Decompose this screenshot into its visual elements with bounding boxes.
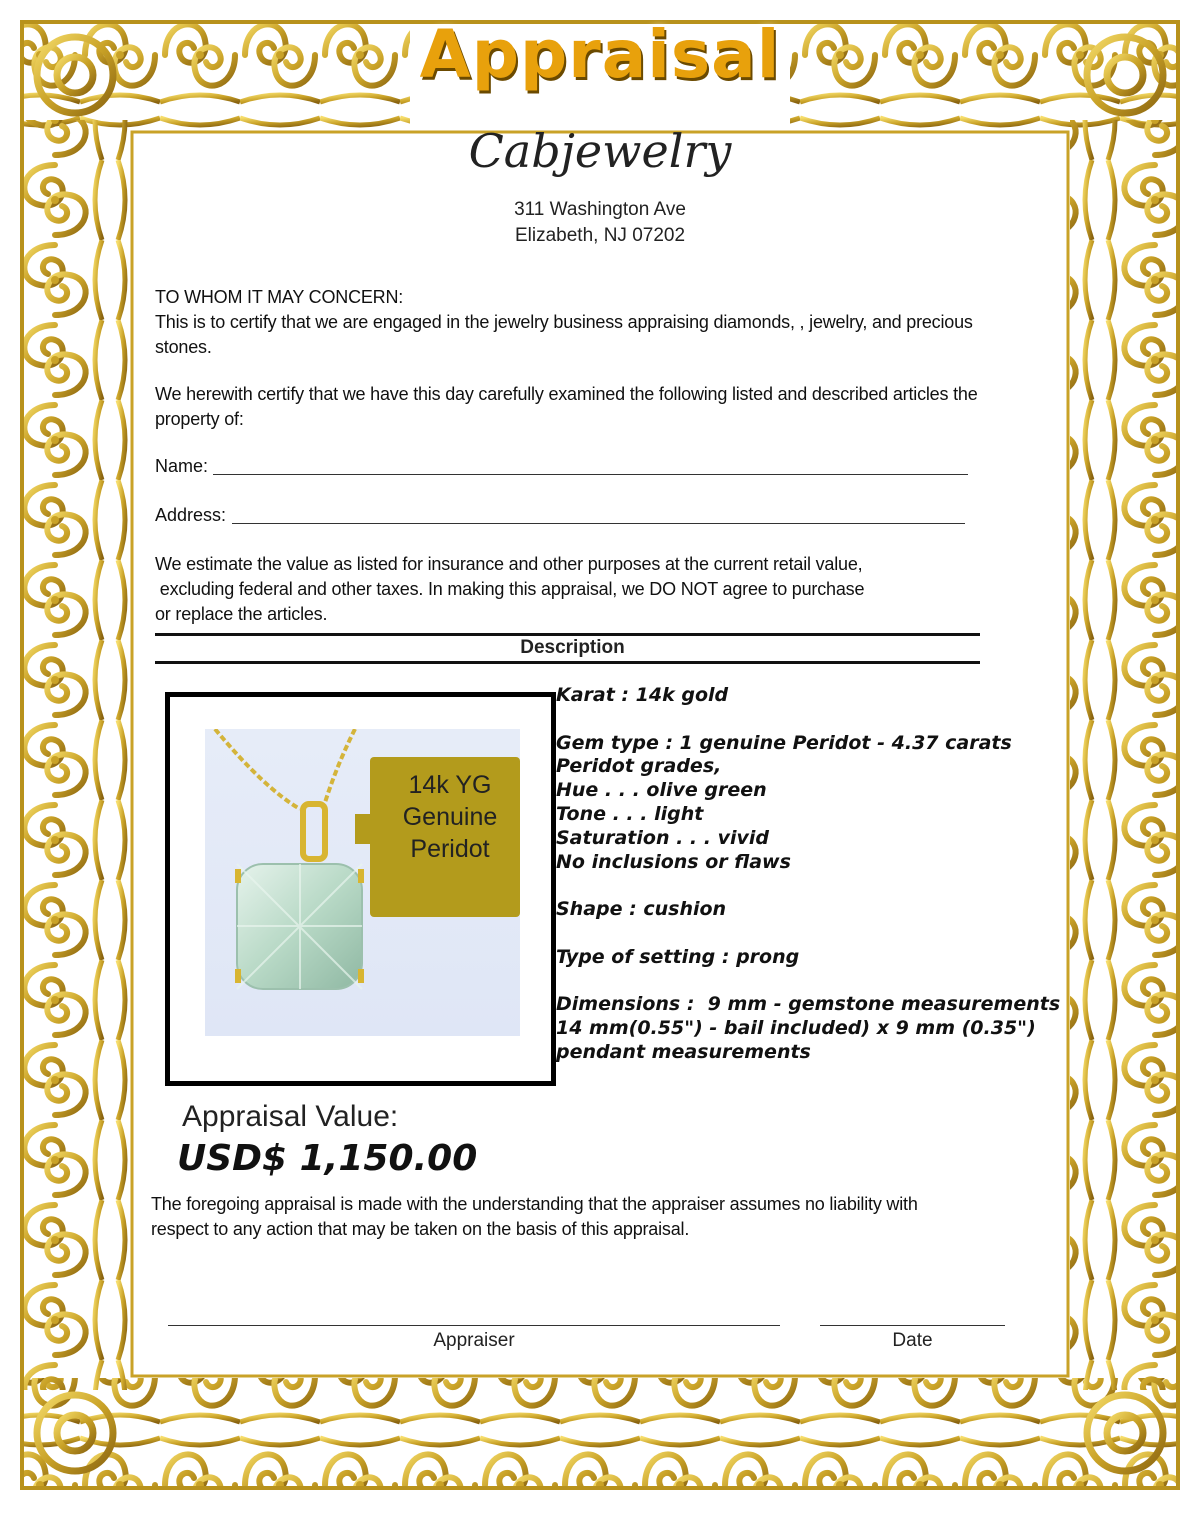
address-label: Address: <box>155 505 227 525</box>
name-label: Name: <box>155 456 209 476</box>
product-photo-frame <box>165 692 556 1086</box>
detail-line: No inclusions or flaws <box>556 850 791 873</box>
detail-line: Dimensions : 9 mm - gemstone measurements <box>556 993 1061 1016</box>
detail-line: Karat : 14k gold <box>556 684 729 706</box>
estimate-line-3: or replace the articles. <box>155 604 328 624</box>
disclaimer-line-1: The foregoing appraisal is made with the understanding that the appraiser assumes no liability with <box>151 1194 918 1214</box>
address-line-1: 311 Washington Ave <box>514 199 686 220</box>
appraisal-title: Appraisal <box>419 16 781 93</box>
address-line-2: Elizabeth, NJ 07202 <box>514 225 686 246</box>
estimate-line-2: excluding federal and other taxes. In making this appraisal, we DO NOT agree to purchase <box>155 579 865 599</box>
name-field-line[interactable] <box>213 474 968 475</box>
detail-line: Peridot grades, <box>556 755 722 778</box>
detail-line: Tone . . . light <box>556 802 704 825</box>
gem-details <box>556 684 1116 1065</box>
liability-disclaimer <box>151 1192 1031 1242</box>
appraiser-label: Appraiser <box>433 1330 515 1351</box>
business-address <box>440 197 760 249</box>
description-rule-bottom <box>155 661 980 664</box>
photo-tag-line-3: Peridot <box>410 835 490 863</box>
appraisal-value-label: Appraisal Value: <box>182 1100 399 1133</box>
date-signature-line[interactable] <box>820 1325 1005 1326</box>
detail-line <box>556 970 1116 994</box>
detail-line: Saturation . . . vivid <box>556 826 769 849</box>
detail-line: Gem type : 1 genuine Peridot - 4.37 carats <box>556 731 1012 754</box>
estimate-text <box>155 552 985 627</box>
appraisal-value: USD$ 1,150.00 <box>177 1138 478 1179</box>
detail-line <box>556 874 1116 898</box>
description-rule-top <box>155 633 980 636</box>
detail-line <box>556 922 1116 946</box>
detail-line: pendant measurements <box>556 1040 811 1063</box>
estimate-line-1: We estimate the value as listed for insurance and other purposes at the current retail value, <box>155 554 863 574</box>
address-field-line[interactable] <box>232 523 965 524</box>
intro-block <box>155 285 985 360</box>
photo-tag-line-1: 14k YG <box>408 771 492 799</box>
detail-line: 14 mm(0.55") - bail included) x 9 mm (0.35") <box>556 1017 1036 1040</box>
certify-text: This is to certify that we are engaged in the jewelry business appraising diamonds, , jewelry, and precious stones. <box>155 312 973 357</box>
disclaimer-line-2: respect to any action that may be taken on the basis of this appraisal. <box>151 1219 690 1239</box>
appraiser-signature-line[interactable] <box>168 1325 780 1326</box>
salutation: TO WHOM IT MAY CONCERN: <box>155 287 404 307</box>
examined-text: We herewith certify that we have this day carefully examined the following listed and described articles the property of: <box>155 384 978 429</box>
photo-tag-text <box>385 769 515 865</box>
detail-line <box>556 708 1116 732</box>
date-label: Date <box>892 1330 933 1351</box>
brand-name: Cabjewelry <box>468 124 732 178</box>
detail-line: Shape : cushion <box>556 898 727 921</box>
detail-line: Type of setting : prong <box>556 945 800 968</box>
photo-tag-line-2: Genuine <box>402 803 498 831</box>
detail-line: Hue . . . olive green <box>556 779 767 802</box>
description-heading: Description <box>520 637 625 658</box>
